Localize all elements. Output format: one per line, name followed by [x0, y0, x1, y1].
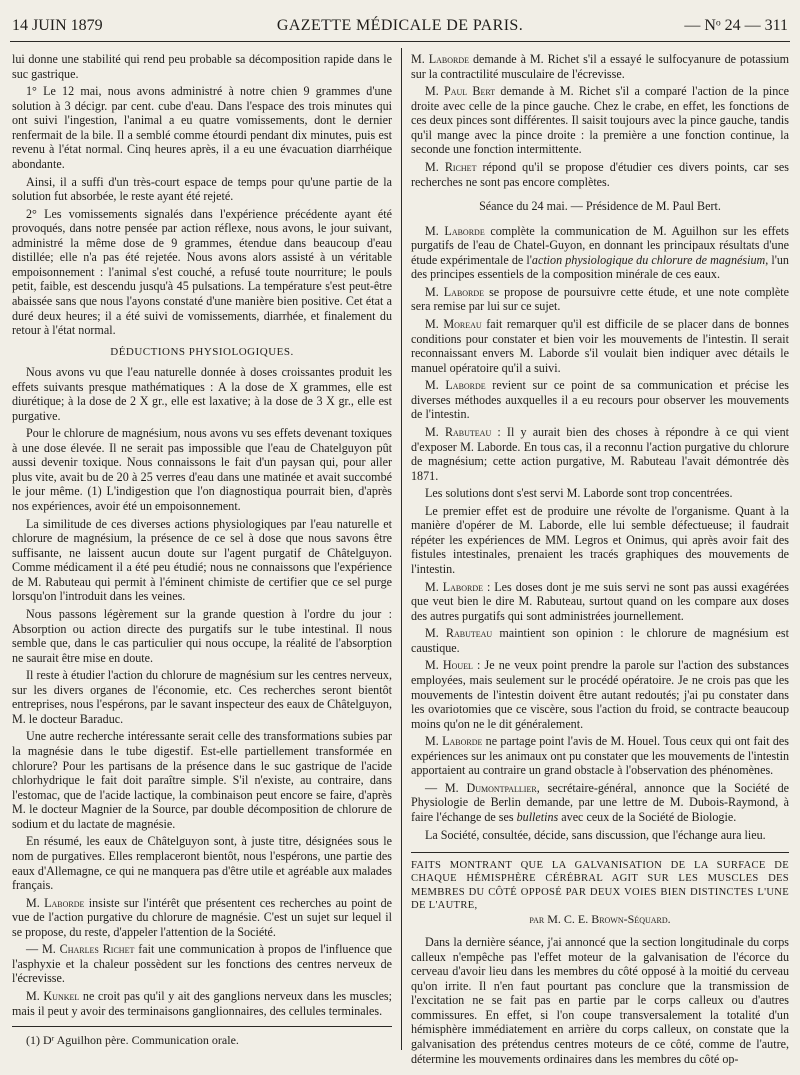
speaker-name: M. Laborde	[425, 223, 485, 238]
paragraph: Ainsi, il a suffi d'un très-court espace de temps pour qu'une partie de la solution fut absorbée, le reste ayant été rejeté.	[12, 174, 392, 204]
section-heading: DÉDUCTIONS PHYSIOLOGIQUES.	[110, 345, 294, 358]
speaker-name: M. Laborde	[425, 579, 484, 594]
speaker-name: M. Moreau	[425, 317, 482, 331]
paragraph: lui donne une stabilité qui rend peu probable sa décomposition rapide dans le suc gastrique.	[12, 52, 392, 81]
speaker-name: M. Richet	[425, 159, 477, 174]
paragraph-text: fait remarquer qu'il est difficile de se placer dans de bonnes conditions pour constater et bien voir les mouvements de l'intestin. Il serait reconnaissant envers M. Laborde s'il voulait bien indiquer avec détails le manuel opératoire qu'il a suivi.	[411, 317, 790, 375]
paragraph	[12, 896, 392, 940]
speaker-name: M. Laborde	[425, 734, 483, 749]
paragraph	[411, 52, 789, 81]
paragraph-text: avec ceux de la Société de Biologie.	[558, 810, 737, 824]
speaker-name: — M. Dumontpallier	[425, 780, 537, 795]
paragraph: Le premier effet est de produire une révolte de l'organisme. Quant à la manière d'opérer de M. Laborde, elle lui semble défectueuse; il faudrait répéter les expériences de MM. Legros et Onimus, qui après avoir fait des fistules intestinales, prenaient les tracés graphiques des mouvements de l'intestin.	[411, 503, 789, 576]
paragraph-text: ne partage point l'avis de M. Houel. Tous ceux qui ont fait des expériences sur les animaux ont pu constater que les mouvements de l'intestin apportaient au contraire un grand obstacle à l'observation des phénomènes.	[411, 734, 789, 778]
paragraph: Pour le chlorure de magnésium, nous avons vu ses effets devenant toxiques à une dose élevée. Il ne serait pas impossible que l'eau de Chatelguyon pût aussi devenir toxique. Nous connaissons le fait d'un paysan qui, pour aller plus vite, avait bu de 20 à 25 verres d'eau dans une matinée et avait succombé le jour même. (1) L'indigestion que l'on diagnostiqua pourrait bien, d'après nos expériences, avoir été un empoisonnement.	[12, 426, 392, 513]
speaker-name: M. Kunkel	[26, 989, 80, 1003]
page-number: — Nᵒ 24 — 311	[684, 17, 788, 34]
paragraph: 2° Les vomissements signalés dans l'expérience précédente ayant été provoqués, dans notre pensée par action réflexe, nous avons, le jour suivant, administré la même dose de 9 grammes, étendue dans beaucoup d'eau distillée; elle n'a pas été rejetée. Nous avons alors assisté à un véritable empoisonnement : l'animal s'est couché, a refusé toute nourriture; le pouls petit, faible, est descendu jusqu'à 45 pulsations. La température s'est peut-être abaissée sans que nous l'ayons constaté d'une manière bien positive. Cet état a duré deux heures; il a été suivi de vomissements, diarrhée, et finalement du retour à l'état normal.	[12, 206, 392, 338]
paragraph-text: maintient son opinion : le chlorure de magnésium est caustique.	[411, 626, 789, 655]
paragraph: Les solutions dont s'est servi M. Laborde sont trop concentrées.	[425, 486, 733, 501]
paragraph	[411, 378, 789, 422]
paragraph-text: se propose de poursuivre cette étude, et une note complète sera remise par lui sur ce sujet.	[411, 284, 789, 314]
paragraph	[411, 580, 789, 624]
column-divider	[401, 48, 402, 1050]
paragraph-text: demande à M. Richet s'il a essayé le sulfocyanure de potassium sur la contractilité musculaire de l'écrevisse.	[411, 52, 790, 81]
emphasis-text: bulletins	[516, 810, 559, 824]
speaker-name: M. Laborde	[26, 895, 85, 910]
paragraph-text: , secrétaire-général, annonce que la Société de Physiologie de Berlin demande, par une lettre de M. Dubois-Raymond, à faire l'échange de ses	[411, 780, 789, 824]
left-column	[12, 52, 392, 1047]
paragraph	[411, 317, 789, 375]
footnote-divider	[12, 1026, 392, 1027]
paragraph	[12, 989, 392, 1018]
footnote: (1) Dʳ Aguilhon père. Communication orale.	[26, 1033, 239, 1048]
paragraph	[411, 84, 789, 157]
paragraph	[411, 160, 789, 189]
article-author: par M. C. E. Brown-Séquard.	[529, 912, 671, 927]
page-header	[10, 17, 790, 42]
paragraph-text: fait une communication à propos de l'influence que l'asphyxie et la chaleur possèdent sur les fonctions des centres nerveux de l'écrevisse.	[12, 942, 392, 986]
paragraph	[411, 734, 789, 778]
paragraph: Dans la dernière séance, j'ai annoncé que la section longitudinale du corps calleux n'empêche pas l'effet moteur de la galvanisation de l'écorce du cerveau d'avoir lieu dans les membres du côté opposé à la moitié du cerveau qu'on irrite. Il n'en faut pourtant pas conclure que la transmission de l'excitation ne se fait pas en partie par le corps calleux ou d'autres commissures. En effet, si l'on coupe transversalement la totalité d'un hémisphère immédiatement en arrière du corps calleux, on constate que la galvanisation des prétendus centres moteurs de ce côté, comme de l'autre, détermine les mouvements ordinaires dans les membres du côté op-	[411, 935, 789, 1066]
paragraph: Nous avons vu que l'eau naturelle donnée à doses croissantes produit les effets suivants presque mathématiques : A la dose de X grammes, elle est diurétique; à la dose de 2 X gr., elle est laxative; à la dose de 3 X gr., elle est purgative.	[12, 364, 392, 423]
paragraph-text: revient sur ce point de sa communication et précise les diverses méthodes auxquelles il a eu recours pour observer les mouvements de l'intestin.	[411, 378, 789, 422]
paragraph-text: : Les doses dont je me suis servi ne sont pas aussi exagérées que veut bien le dire M. Rabuteau, surtout quand on les compare aux doses des autres purgatifs qui sont administrées journellement.	[411, 579, 789, 623]
paragraph-text: ne croit pas qu'il y ait des ganglions nerveux dans les muscles; mais il peut y avoir des terminaisons ganglionnaires, des cellules terminales.	[12, 989, 392, 1018]
speaker-name: M. Rabuteau	[425, 626, 493, 641]
session-heading: Séance du 24 mai. — Présidence de M. Paul Bert.	[479, 199, 721, 214]
paragraph	[411, 224, 789, 282]
paragraph-text: répond qu'il se propose d'étudier ces divers points, car ses recherches ne sont pas encore complètes.	[411, 159, 790, 189]
paragraph	[411, 425, 789, 483]
paragraph: La similitude de ces diverses actions physiologiques par l'eau naturelle et chlorure de magnésium, la présence de ce sel à dose que nous savons être suffisante, ne laissent aucun doute sur l'agent purgatif de Châtelguyon. Comme médicament il a été peu étudié; nous ne connaissons que l'expérience de M. Rabuteau qui permit à l'éminent chimiste de certifier que ce sel purge lorsqu'on l'introduit dans les veines.	[12, 516, 392, 604]
paragraph: Nous passons légèrement sur la grande question à l'ordre du jour : Absorption ou action directe des purgatifs sur le tube intestinal. Il nous semble que, dans le cas particulier qui nous occupe, la réalité de l'absorption ne saurait être mise en doute.	[12, 606, 392, 665]
paragraph: 1° Le 12 mai, nous avons administré à notre chien 9 grammes d'une solution à 3 décigr. par cent. cube d'eau. Dans l'espace des trois minutes qui ont suivi l'ingestion, l'animal a eu quatre vomissements, dont le dernier renfermait de la bile. Il a semblé comme étourdi pendant dix minutes, puis est revenu à l'état normal. Cinq heures après, il a eu une évacuation diarrhéique abondante.	[12, 84, 392, 171]
speaker-name: M. Laborde	[411, 52, 470, 66]
paragraph-text: complète la communication de M. Aguilhon sur les effets purgatifs de l'eau de Chatel-Guyon, en donnant les principaux résultats d'une étude expérimentale de l'	[411, 223, 790, 267]
paragraph	[411, 781, 789, 825]
emphasis-text: action physiologique du chlorure de magnésium	[531, 252, 766, 267]
paragraph	[411, 285, 789, 314]
paragraph-text: , l'un des principes essentiels de la composition minérale de ces eaux.	[411, 252, 789, 282]
speaker-name: M. Houel	[425, 658, 473, 673]
issue-date: 14 JUIN 1879	[12, 17, 103, 34]
paragraph: La Société, consultée, décide, sans discussion, que l'échange aura lieu.	[425, 827, 766, 842]
speaker-name: M. Paul Bert	[425, 84, 496, 99]
speaker-name: M. Laborde	[425, 378, 486, 393]
paragraph: En résumé, les eaux de Châtelguyon sont, à juste titre, désignées sous le nom de purgatives. Elles remplaceront bientôt, nous l'espérons, une partie des eaux d'Allemagne, ce qui ne manquera pas d'être utile et agréable aux malades français.	[12, 834, 392, 893]
journal-title: GAZETTE MÉDICALE DE PARIS.	[276, 17, 524, 34]
paragraph-text: : Je ne veux point prendre la parole sur l'action des substances employées, mais seulement sur le procédé opératoire. Je ne crois pas que les mouvements de l'intestin doivent être autant redoutés; j'ai pu constater dans les ovariotomies que ce viscère, sous l'action du froid, se contracte beaucoup moins qu'on ne le dit généralement.	[411, 658, 789, 731]
paragraph	[411, 658, 789, 731]
paragraph: Il reste à étudier l'action du chlorure de magnésium sur les centres nerveux, sur les divers organes de l'économie, etc. Ces recherches seront bientôt entreprises, nous l'espérons, par le savant inspecteur des eaux de Châtelguyon, M. le docteur Baraduc.	[12, 668, 392, 726]
speaker-name: — M. Charles Richet	[26, 942, 135, 957]
paragraph: Une autre recherche intéressante serait celle des transformations subies par la magnésie dans le tube digestif. Est-elle partiellement transformée en chlorure? Pour les partisans de la présence dans le suc gastrique de l'acide chlorhydrique le fait doit paraître simple. S'il n'existe, au contraire, dans l'estomac, que de l'acide lactique, la combinaison peut encore se faire, d'après M. le docteur Magnier de la Source, par double décomposition de chlorure de sodium et du lactate de magnésie.	[12, 729, 392, 831]
paragraph-text: : Il y aurait bien des choses à répondre à ce qui vient d'exposer M. Laborde. En tous cas, il a reconnu l'action purgative du chlorure de magnésium; cette action purgative, M. Rabuteau l'avait démontrée dès 1871.	[411, 424, 789, 483]
article-title-text: FAITS MONTRANT QUE LA GALVANISATION DE LA SURFACE DE CHAQUE HÉMISPHÈRE CÉRÉBRAL AGIT SUR LES MUSCLES DES MEMBRES DU CÔTÉ OPPOSÉ PAR DEUX VOIES BIEN DISTINCTES L'UNE DE L'AUTRE,	[411, 860, 789, 911]
paragraph	[411, 626, 789, 655]
paragraph-text: insiste sur l'intérêt que présentent ces recherches au point de vue de l'action purgative du chlorure de magnésie. C'est un sujet sur lequel il se propose, du reste, d'appeler l'attention de la Société.	[12, 895, 392, 939]
speaker-name: M. Laborde	[425, 284, 485, 299]
title-divider	[411, 852, 789, 853]
right-column	[411, 52, 790, 1066]
speaker-name: M. Rabuteau	[425, 424, 492, 439]
paragraph	[12, 942, 392, 986]
article-title	[411, 852, 789, 927]
paragraph-text: demande à M. Richet s'il a comparé l'action de la pince droite avec celle de la pince gauche. Chez le crabe, en effet, les fonctions de ces deux pinces sont différentes. Il saisit toujours avec la pince gauche, tandis qu'il mange avec la pince droite : la première a une fonction continue, la seconde une fonction intermittente.	[411, 84, 790, 157]
